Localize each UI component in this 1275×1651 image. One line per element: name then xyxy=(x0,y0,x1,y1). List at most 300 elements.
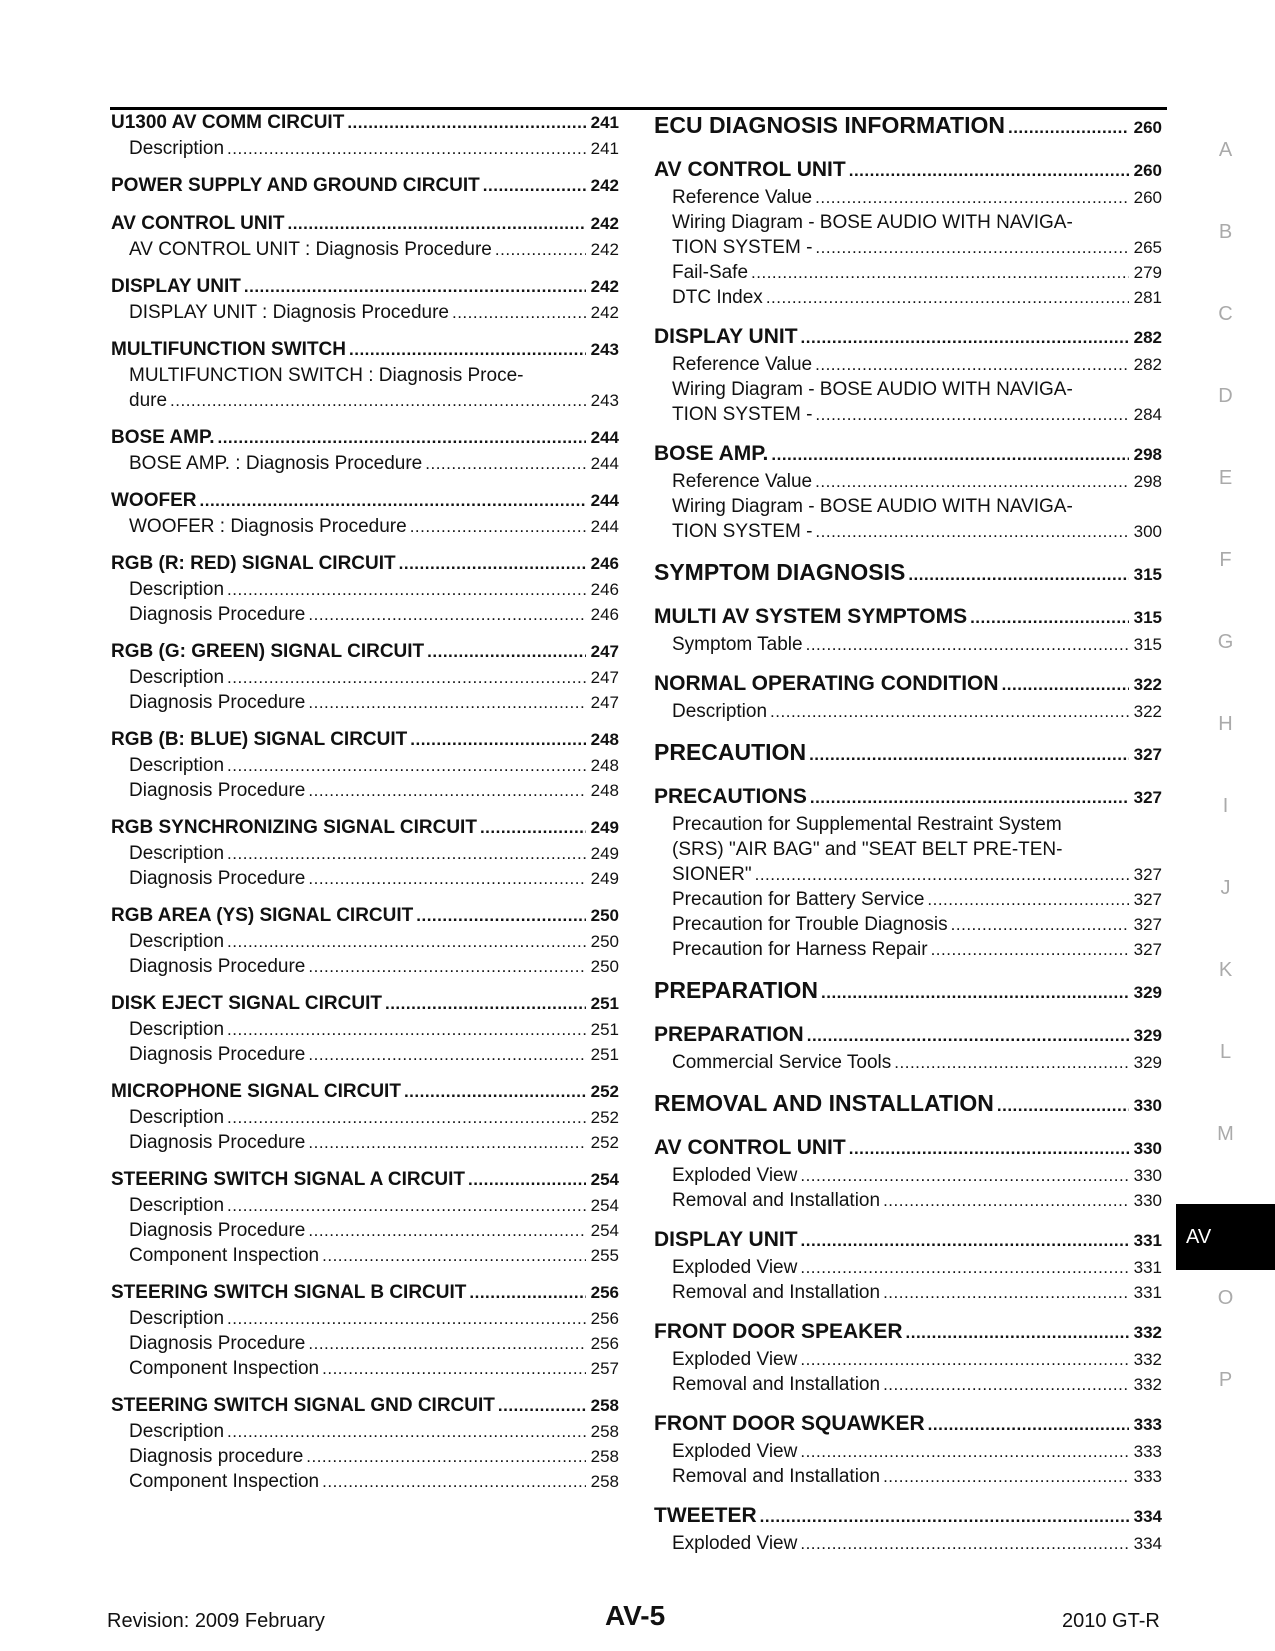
dot-leader xyxy=(425,451,586,476)
toc-item[interactable] xyxy=(111,753,619,778)
dot-leader xyxy=(815,402,1129,427)
dot-leader xyxy=(416,903,586,929)
toc-heading[interactable] xyxy=(111,425,619,451)
section-tab[interactable]: F xyxy=(1219,549,1232,571)
section-tab[interactable]: E xyxy=(1218,467,1233,489)
toc-heading[interactable] xyxy=(654,1134,1162,1163)
toc-heading[interactable] xyxy=(654,440,1162,469)
dot-leader xyxy=(894,1050,1129,1075)
toc-page-number: 330 xyxy=(1133,1191,1162,1210)
toc-heading[interactable] xyxy=(654,975,1162,1008)
toc-heading[interactable] xyxy=(111,903,619,929)
dot-leader xyxy=(951,912,1129,937)
toc-item[interactable] xyxy=(111,451,619,476)
toc-title: Diagnosis Procedure xyxy=(129,868,306,889)
section-tab[interactable]: A xyxy=(1218,139,1233,161)
toc-title: RGB AREA (YS) SIGNAL CIRCUIT xyxy=(111,905,414,926)
dot-leader xyxy=(410,727,586,753)
toc-item[interactable] xyxy=(111,1243,619,1268)
toc-item[interactable] xyxy=(111,778,619,803)
dot-leader xyxy=(970,603,1129,632)
toc-item[interactable] xyxy=(111,1306,619,1331)
section-tab[interactable]: H xyxy=(1218,713,1233,735)
toc-page-number: 334 xyxy=(1133,1534,1162,1553)
toc-title: Removal and Installation xyxy=(672,1466,881,1487)
toc-item[interactable] xyxy=(654,1439,1162,1464)
toc-item[interactable] xyxy=(654,1163,1162,1188)
toc-page-number: 256 xyxy=(590,1283,619,1302)
toc-item[interactable] xyxy=(654,1280,1162,1305)
toc-title: TION SYSTEM - xyxy=(672,404,813,425)
toc-page-number: 333 xyxy=(1133,1467,1162,1486)
toc-title: Diagnosis Procedure xyxy=(129,956,306,977)
toc-item[interactable] xyxy=(111,1356,619,1381)
toc-item[interactable] xyxy=(111,929,619,954)
dot-leader xyxy=(347,110,586,136)
toc-title: Diagnosis Procedure xyxy=(129,1333,306,1354)
toc-page-number: 330 xyxy=(1133,1166,1162,1185)
dot-leader xyxy=(800,1531,1129,1556)
toc-page-number: 282 xyxy=(1133,355,1162,374)
toc-item[interactable] xyxy=(111,841,619,866)
toc-page-number: 282 xyxy=(1133,328,1162,347)
toc-page-number: 249 xyxy=(590,844,619,863)
toc-title: TION SYSTEM - xyxy=(672,521,813,542)
dot-leader xyxy=(1002,670,1129,699)
toc-item[interactable] xyxy=(111,577,619,602)
toc-page-number: 254 xyxy=(590,1170,619,1189)
toc-page-number: 249 xyxy=(590,818,619,837)
toc-title: Description xyxy=(129,667,225,688)
dot-leader xyxy=(399,551,586,577)
toc-page-number: 330 xyxy=(1133,1096,1162,1115)
toc-item[interactable] xyxy=(111,690,619,715)
toc-title: PRECAUTIONS xyxy=(654,785,807,808)
toc-item[interactable] xyxy=(654,185,1162,210)
toc-item[interactable] xyxy=(111,1042,619,1067)
toc-title: MULTI AV SYSTEM SYMPTOMS xyxy=(654,605,968,628)
toc-title: PRECAUTION xyxy=(654,739,807,765)
toc-page-number: 332 xyxy=(1133,1350,1162,1369)
toc-title: PREPARATION xyxy=(654,977,818,1003)
toc-page-number: 260 xyxy=(1133,118,1162,137)
dot-leader xyxy=(815,469,1129,494)
toc-heading[interactable] xyxy=(111,173,619,199)
section-tab[interactable]: M xyxy=(1217,1123,1234,1145)
toc-heading[interactable] xyxy=(111,815,619,841)
toc-page-number: 251 xyxy=(590,994,619,1013)
dot-leader xyxy=(770,699,1129,724)
toc-page-number: 330 xyxy=(1133,1139,1162,1158)
toc-title: DTC Index xyxy=(672,287,763,308)
toc-title: Exploded View xyxy=(672,1533,798,1554)
section-tab[interactable]: G xyxy=(1217,631,1234,653)
dot-leader xyxy=(469,1280,586,1306)
toc-title: DISPLAY UNIT xyxy=(111,276,241,297)
toc-page-number: 248 xyxy=(590,781,619,800)
toc-heading[interactable] xyxy=(654,557,1162,590)
toc-page-number: 250 xyxy=(590,932,619,951)
dot-leader xyxy=(815,519,1129,544)
toc-item[interactable] xyxy=(654,1372,1162,1397)
toc-page-number: 258 xyxy=(590,1447,619,1466)
toc-heading[interactable] xyxy=(654,603,1162,632)
section-tab[interactable]: K xyxy=(1218,959,1233,981)
dot-leader xyxy=(849,156,1129,185)
toc-heading[interactable] xyxy=(111,727,619,753)
toc-heading[interactable] xyxy=(654,737,1162,770)
toc-item[interactable] xyxy=(654,352,1162,377)
model-label: 2010 GT-R xyxy=(1062,1610,1160,1632)
dot-leader xyxy=(385,991,586,1017)
toc-page-number: 327 xyxy=(1133,940,1162,959)
toc-title: Description xyxy=(129,1308,225,1329)
toc-page-number: 251 xyxy=(590,1045,619,1064)
dot-leader xyxy=(227,1193,586,1218)
toc-heading[interactable] xyxy=(111,1079,619,1105)
toc-page-number: 243 xyxy=(590,391,619,410)
toc-item[interactable] xyxy=(111,237,619,262)
dot-leader xyxy=(815,235,1129,260)
toc-title: REMOVAL AND INSTALLATION xyxy=(654,1090,994,1116)
toc-item[interactable] xyxy=(111,388,619,413)
toc-item[interactable] xyxy=(111,1193,619,1218)
toc-page-number: 252 xyxy=(590,1108,619,1127)
toc-heading[interactable] xyxy=(654,156,1162,185)
toc-heading[interactable] xyxy=(111,1167,619,1193)
toc-page-number: 260 xyxy=(1133,188,1162,207)
toc-page-number: 247 xyxy=(590,693,619,712)
toc-item[interactable] xyxy=(111,363,619,388)
toc-item[interactable] xyxy=(111,1331,619,1356)
dot-leader xyxy=(800,1347,1129,1372)
toc-page-number: 255 xyxy=(590,1246,619,1265)
dot-leader xyxy=(928,1410,1129,1439)
toc-title: Component Inspection xyxy=(129,1358,320,1379)
toc-heading[interactable] xyxy=(111,211,619,237)
toc-item[interactable] xyxy=(111,136,619,161)
toc-title: (SRS) "AIR BAG" and "SEAT BELT PRE-TEN- xyxy=(672,839,1063,860)
toc-title: Description xyxy=(129,1019,225,1040)
toc-title: Diagnosis procedure xyxy=(129,1446,304,1467)
toc-page-number: 246 xyxy=(590,605,619,624)
dot-leader xyxy=(227,665,586,690)
dot-leader xyxy=(227,1306,586,1331)
dot-leader xyxy=(908,557,1129,590)
dot-leader xyxy=(883,1372,1129,1397)
toc-item[interactable] xyxy=(111,514,619,539)
toc-page-number: 249 xyxy=(590,869,619,888)
toc-title: Wiring Diagram - BOSE AUDIO WITH NAVIGA- xyxy=(672,212,1073,233)
toc-page-number: 327 xyxy=(1133,745,1162,764)
section-tab[interactable]: J xyxy=(1220,877,1231,899)
toc-page-number: 250 xyxy=(590,957,619,976)
toc-item[interactable] xyxy=(654,469,1162,494)
toc-title: WOOFER xyxy=(111,490,197,511)
toc-item[interactable] xyxy=(111,954,619,979)
toc-heading[interactable] xyxy=(111,274,619,300)
toc-left-column xyxy=(111,110,619,1494)
toc-page-number: 244 xyxy=(590,454,619,473)
section-tab[interactable]: B xyxy=(1218,221,1233,243)
toc-title: Exploded View xyxy=(672,1441,798,1462)
toc-title: Description xyxy=(129,579,225,600)
dot-leader xyxy=(200,488,587,514)
toc-heading[interactable] xyxy=(654,1410,1162,1439)
toc-page-number: 315 xyxy=(1133,608,1162,627)
toc-item[interactable] xyxy=(654,862,1162,887)
toc-item[interactable] xyxy=(111,1419,619,1444)
section-tab[interactable]: P xyxy=(1218,1369,1233,1391)
toc-page-number: 242 xyxy=(590,303,619,322)
dot-leader xyxy=(997,1088,1129,1121)
toc-heading[interactable] xyxy=(111,551,619,577)
dot-leader xyxy=(227,577,586,602)
toc-item[interactable] xyxy=(111,1105,619,1130)
dot-leader xyxy=(308,954,586,979)
toc-page-number: 252 xyxy=(590,1133,619,1152)
toc-title: DISK EJECT SIGNAL CIRCUIT xyxy=(111,993,382,1014)
toc-heading[interactable] xyxy=(111,110,619,136)
toc-heading[interactable] xyxy=(111,1393,619,1419)
toc-title: BOSE AMP. xyxy=(111,427,215,448)
dot-leader xyxy=(308,1218,586,1243)
toc-item[interactable] xyxy=(111,602,619,627)
toc-title: STEERING SWITCH SIGNAL A CIRCUIT xyxy=(111,1169,465,1190)
dot-leader xyxy=(810,783,1129,812)
toc-title: DISPLAY UNIT : Diagnosis Procedure xyxy=(129,302,449,323)
toc-title: Diagnosis Procedure xyxy=(129,1044,306,1065)
toc-title: Precaution for Trouble Diagnosis xyxy=(672,914,948,935)
toc-page-number: 322 xyxy=(1133,675,1162,694)
toc-heading[interactable] xyxy=(111,991,619,1017)
toc-title: Component Inspection xyxy=(129,1471,320,1492)
dot-leader xyxy=(217,425,586,451)
dot-leader xyxy=(227,1419,586,1444)
toc-title: Exploded View xyxy=(672,1349,798,1370)
toc-item[interactable] xyxy=(111,1017,619,1042)
toc-page-number: 315 xyxy=(1133,635,1162,654)
dot-leader xyxy=(755,862,1129,887)
toc-title: Wiring Diagram - BOSE AUDIO WITH NAVIGA- xyxy=(672,379,1073,400)
toc-item[interactable] xyxy=(654,812,1162,837)
toc-title: Removal and Installation xyxy=(672,1374,881,1395)
toc-heading[interactable] xyxy=(654,1226,1162,1255)
dot-leader xyxy=(427,639,586,665)
dot-leader xyxy=(480,815,586,841)
dot-leader xyxy=(815,352,1129,377)
section-tab[interactable]: C xyxy=(1218,303,1233,325)
dot-leader xyxy=(495,237,586,262)
toc-page-number: 279 xyxy=(1133,263,1162,282)
page-number: AV-5 xyxy=(605,1600,666,1631)
toc-item[interactable] xyxy=(654,632,1162,657)
toc-page-number: 251 xyxy=(590,1020,619,1039)
toc-item[interactable] xyxy=(654,402,1162,427)
dot-leader xyxy=(801,1226,1129,1255)
toc-title: PREPARATION xyxy=(654,1023,804,1046)
dot-leader xyxy=(800,1439,1129,1464)
toc-title: Description xyxy=(129,1195,225,1216)
toc-title: Description xyxy=(129,1421,225,1442)
toc-page-number: 329 xyxy=(1133,983,1162,1002)
dot-leader xyxy=(883,1280,1129,1305)
toc-page-number: 247 xyxy=(590,642,619,661)
dot-leader xyxy=(308,1130,586,1155)
toc-page-number: 332 xyxy=(1133,1323,1162,1342)
dot-leader xyxy=(306,1444,586,1469)
toc-item[interactable] xyxy=(654,1464,1162,1489)
toc-item[interactable] xyxy=(111,1218,619,1243)
toc-item[interactable] xyxy=(654,1255,1162,1280)
toc-title: Description xyxy=(129,755,225,776)
toc-page-number: 248 xyxy=(590,730,619,749)
toc-page-number: 242 xyxy=(590,214,619,233)
toc-item[interactable] xyxy=(111,300,619,325)
dot-leader xyxy=(404,1079,586,1105)
toc-title: AV CONTROL UNIT xyxy=(654,1136,846,1159)
toc-heading[interactable] xyxy=(111,1280,619,1306)
toc-title: Removal and Installation xyxy=(672,1190,881,1211)
toc-title: AV CONTROL UNIT : Diagnosis Procedure xyxy=(129,239,492,260)
dot-leader xyxy=(849,1134,1129,1163)
toc-page-number: 334 xyxy=(1133,1507,1162,1526)
toc-heading[interactable] xyxy=(654,1502,1162,1531)
toc-heading[interactable] xyxy=(111,639,619,665)
toc-page-number: 242 xyxy=(590,240,619,259)
toc-title: FRONT DOOR SQUAWKER xyxy=(654,1412,925,1435)
toc-item[interactable] xyxy=(654,377,1162,402)
toc-title: RGB SYNCHRONIZING SIGNAL CIRCUIT xyxy=(111,817,477,838)
toc-title: MICROPHONE SIGNAL CIRCUIT xyxy=(111,1081,401,1102)
toc-heading[interactable] xyxy=(654,110,1162,143)
toc-item[interactable] xyxy=(654,887,1162,912)
dot-leader xyxy=(322,1243,586,1268)
toc-page-number: 265 xyxy=(1133,238,1162,257)
toc-heading[interactable] xyxy=(654,783,1162,812)
toc-item[interactable] xyxy=(654,260,1162,285)
toc-page-number: 333 xyxy=(1133,1415,1162,1434)
toc-page-number: 247 xyxy=(590,668,619,687)
toc-title: Reference Value xyxy=(672,187,813,208)
toc-item[interactable] xyxy=(654,1050,1162,1075)
toc-page-number: 258 xyxy=(590,1396,619,1415)
toc-heading[interactable] xyxy=(654,323,1162,352)
toc-item[interactable] xyxy=(654,837,1162,862)
toc-page-number: 327 xyxy=(1133,788,1162,807)
toc-item[interactable] xyxy=(654,235,1162,260)
toc-item[interactable] xyxy=(654,519,1162,544)
toc-title: Exploded View xyxy=(672,1165,798,1186)
toc-title: U1300 AV COMM CIRCUIT xyxy=(111,112,345,133)
section-index-tabs xyxy=(1176,130,1275,1442)
toc-title: Symptom Table xyxy=(672,634,803,655)
dot-leader xyxy=(815,185,1129,210)
toc-title: TWEETER xyxy=(654,1504,757,1527)
section-tab[interactable]: AV xyxy=(1176,1204,1275,1270)
dot-leader xyxy=(801,323,1129,352)
toc-page-number: 333 xyxy=(1133,1442,1162,1461)
toc-title: Description xyxy=(129,843,225,864)
toc-title: Diagnosis Procedure xyxy=(129,780,306,801)
dot-leader xyxy=(227,1017,586,1042)
toc-title: Exploded View xyxy=(672,1257,798,1278)
toc-item[interactable] xyxy=(111,665,619,690)
toc-title: Description xyxy=(129,1107,225,1128)
dot-leader xyxy=(807,1021,1129,1050)
toc-page-number: 327 xyxy=(1133,865,1162,884)
toc-heading[interactable] xyxy=(654,1088,1162,1121)
toc-item[interactable] xyxy=(654,1531,1162,1556)
dot-leader xyxy=(227,929,586,954)
dot-leader xyxy=(452,300,586,325)
revision-label: Revision: 2009 February xyxy=(107,1610,325,1632)
toc-item[interactable] xyxy=(654,494,1162,519)
dot-leader xyxy=(227,841,586,866)
toc-title: Precaution for Harness Repair xyxy=(672,939,928,960)
dot-leader xyxy=(766,285,1129,310)
toc-heading[interactable] xyxy=(654,670,1162,699)
toc-title: Description xyxy=(129,138,225,159)
toc-item[interactable] xyxy=(654,912,1162,937)
dot-leader xyxy=(227,753,586,778)
toc-item[interactable] xyxy=(654,1347,1162,1372)
toc-page-number: 281 xyxy=(1133,288,1162,307)
section-tab[interactable]: D xyxy=(1218,385,1233,407)
toc-title: DISPLAY UNIT xyxy=(654,1228,798,1251)
toc-page-number: 331 xyxy=(1133,1283,1162,1302)
toc-heading[interactable] xyxy=(654,1318,1162,1347)
dot-leader xyxy=(483,173,586,199)
toc-title: BOSE AMP. xyxy=(654,442,769,465)
toc-item[interactable] xyxy=(111,1469,619,1494)
toc-title: STEERING SWITCH SIGNAL GND CIRCUIT xyxy=(111,1395,495,1416)
toc-item[interactable] xyxy=(654,1188,1162,1213)
toc-title: NORMAL OPERATING CONDITION xyxy=(654,672,999,695)
dot-leader xyxy=(468,1167,586,1193)
toc-item[interactable] xyxy=(654,210,1162,235)
toc-item[interactable] xyxy=(111,1444,619,1469)
toc-item[interactable] xyxy=(654,285,1162,310)
toc-item[interactable] xyxy=(654,937,1162,962)
dot-leader xyxy=(927,887,1129,912)
dot-leader xyxy=(760,1502,1129,1531)
toc-heading[interactable] xyxy=(111,488,619,514)
toc-title: Precaution for Supplemental Restraint System xyxy=(672,814,1062,835)
section-tab[interactable]: O xyxy=(1217,1287,1234,1309)
dot-leader xyxy=(244,274,586,300)
toc-title: Precaution for Battery Service xyxy=(672,889,925,910)
dot-leader xyxy=(821,975,1129,1008)
toc-page-number: 244 xyxy=(590,517,619,536)
toc-item[interactable] xyxy=(654,699,1162,724)
toc-title: Description xyxy=(672,701,768,722)
section-tab[interactable]: I xyxy=(1222,795,1229,817)
dot-leader xyxy=(170,388,586,413)
dot-leader xyxy=(883,1188,1129,1213)
toc-item[interactable] xyxy=(111,1130,619,1155)
toc-page-number: 242 xyxy=(590,277,619,296)
toc-heading[interactable] xyxy=(111,337,619,363)
section-tab[interactable]: L xyxy=(1219,1041,1232,1063)
dot-leader xyxy=(227,1105,586,1130)
toc-title: Wiring Diagram - BOSE AUDIO WITH NAVIGA- xyxy=(672,496,1073,517)
toc-title: Removal and Installation xyxy=(672,1282,881,1303)
toc-page-number: 256 xyxy=(590,1334,619,1353)
toc-item[interactable] xyxy=(111,866,619,891)
dot-leader xyxy=(227,136,586,161)
toc-heading[interactable] xyxy=(654,1021,1162,1050)
